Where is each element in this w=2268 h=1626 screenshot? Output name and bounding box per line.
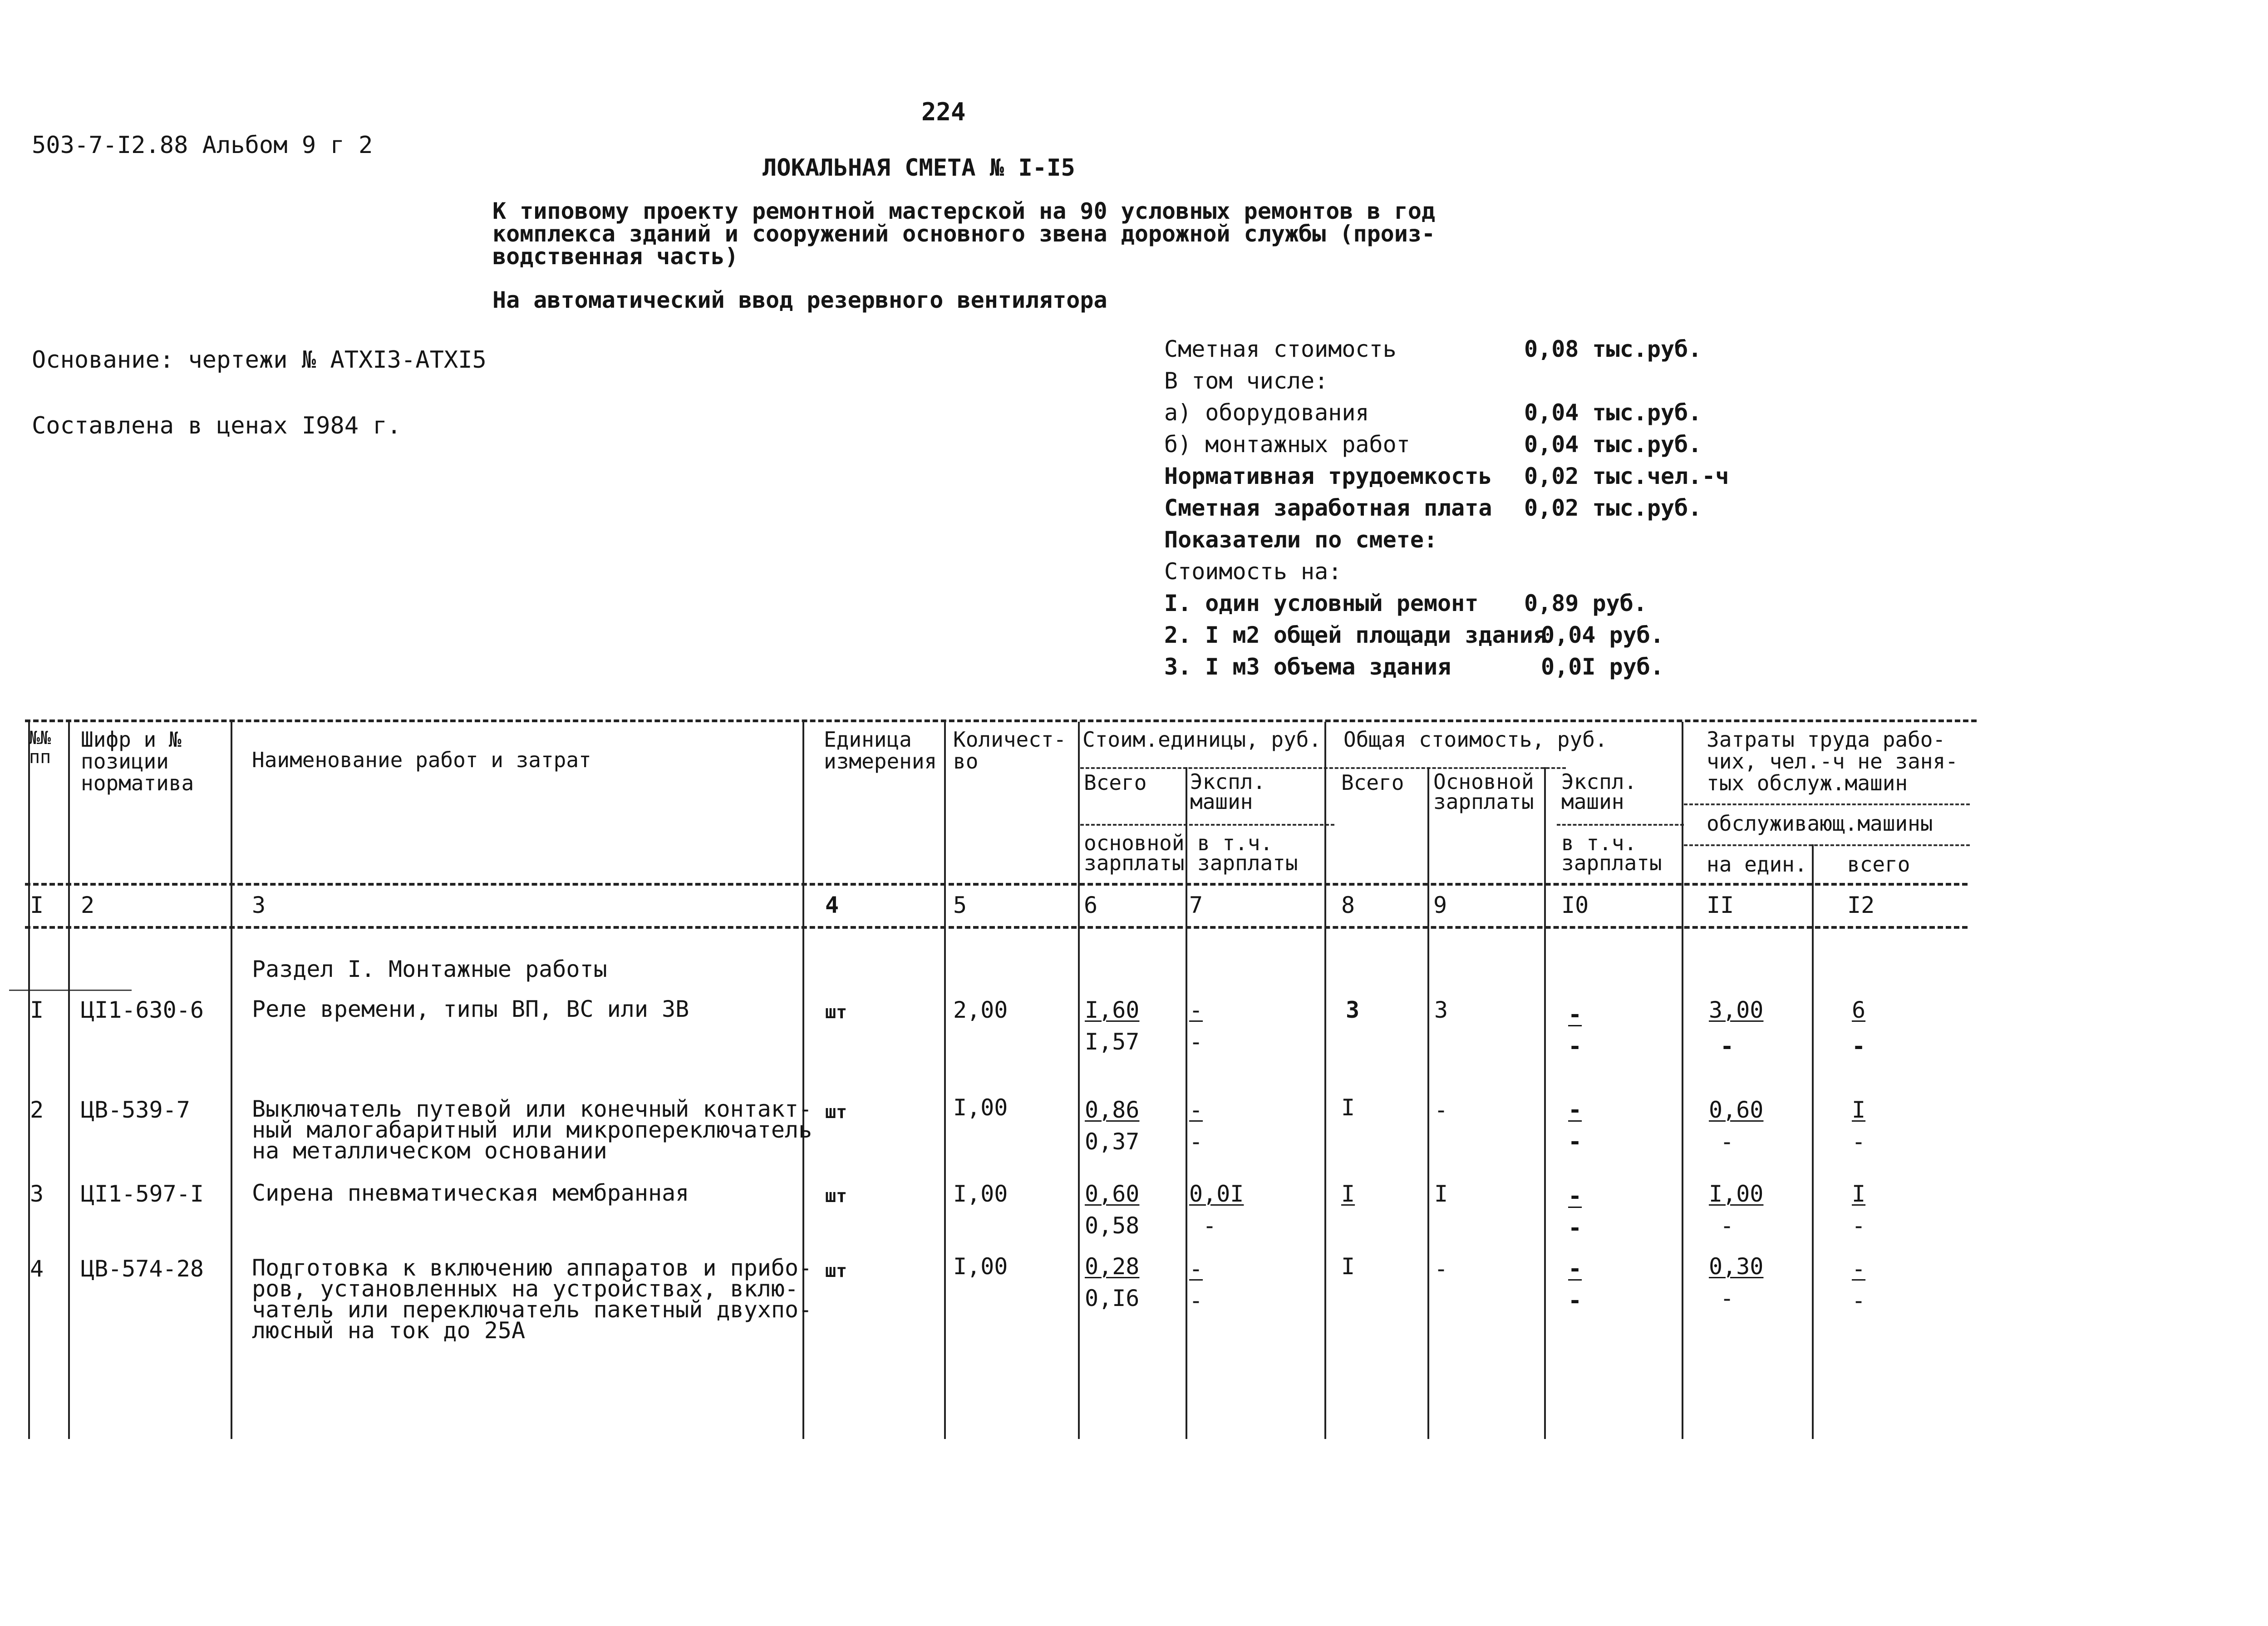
column-number: 7 <box>1189 892 1203 918</box>
row-labor-total-machine: - <box>1852 1287 1866 1314</box>
row-total-wage: - <box>1434 1097 1448 1123</box>
header-bottom-rule <box>25 883 1968 886</box>
row-labor-total-machine: - <box>1852 1033 1866 1059</box>
header-row-number: №№ пп <box>29 728 51 768</box>
header-total-cost: Общая стоимость, руб. <box>1343 727 1608 752</box>
row-unit-machine: - <box>1189 1256 1203 1282</box>
page-number: 224 <box>921 98 966 126</box>
column-number: 3 <box>252 892 266 918</box>
row-total-machine: - <box>1568 1097 1582 1123</box>
header-unit: Единица измерения <box>824 727 937 774</box>
row-unit-cost-total: 0,86 <box>1085 1097 1140 1123</box>
document-title: ЛОКАЛЬНАЯ СМЕТА № I-I5 <box>763 154 1075 182</box>
column-divider <box>1324 722 1326 1439</box>
row-unit: шт <box>825 1186 847 1207</box>
row-unit: шт <box>825 1002 847 1023</box>
header-sub-rule <box>1557 824 1684 826</box>
row-code: ЦI1-630-6 <box>81 997 204 1023</box>
summary-value: 0,02 тыс.чел.-ч <box>1524 463 1729 489</box>
row-name: Выключатель путевой или конечный контакт- ный малогабаритный или микропереключатель на металлическом основании <box>252 1096 812 1164</box>
row-separator <box>9 990 132 991</box>
header-code: Шифр и № позиции норматива <box>81 727 194 795</box>
row-labor-unit: 0,60 <box>1709 1097 1764 1123</box>
header-col7-bottom: в т.ч. зарплаты <box>1197 831 1298 875</box>
row-labor-unit: 0,30 <box>1709 1253 1764 1280</box>
row-total-wage: I <box>1434 1181 1448 1207</box>
column-number: I2 <box>1847 892 1875 918</box>
summary-value: 0,04 тыс.руб. <box>1524 399 1702 426</box>
header-col11: на един. <box>1707 852 1807 877</box>
prices-text: Составлена в ценах I984 г. <box>32 412 401 439</box>
row-labor-unit: I,00 <box>1709 1181 1764 1207</box>
row-quantity: I,00 <box>953 1181 1008 1207</box>
row-total-cost: I <box>1341 1253 1355 1280</box>
row-quantity: 2,00 <box>953 997 1008 1023</box>
row-name: Сирена пневматическая мембранная <box>252 1180 689 1206</box>
column-divider <box>1812 844 1814 1439</box>
document-subtitle: На автоматический ввод резервного вентилятора <box>492 287 1107 313</box>
header-unit-cost: Стоим.единицы, руб. <box>1082 727 1322 752</box>
column-divider <box>1186 767 1187 1439</box>
header-sub-rule <box>1684 803 1970 805</box>
row-labor-total: I <box>1852 1181 1866 1207</box>
row-quantity: I,00 <box>953 1094 1008 1121</box>
table-top-rule <box>25 719 1977 722</box>
row-name: Реле времени, типы ВП, ВС или ЗВ <box>252 996 689 1022</box>
column-divider <box>68 722 70 1439</box>
row-number: 4 <box>30 1256 44 1282</box>
summary-value: 0,0I руб. <box>1541 654 1664 680</box>
row-labor-unit-machine: - <box>1720 1033 1734 1059</box>
row-number: 2 <box>30 1097 44 1123</box>
column-number: I <box>30 892 44 918</box>
row-unit-cost-wage: I,57 <box>1085 1029 1140 1055</box>
row-unit: шт <box>825 1261 847 1281</box>
row-unit-machine-wage: - <box>1189 1287 1203 1314</box>
header-labor: Затраты труда рабо- чих, чел.-ч не заня- тых обслуж.машин <box>1707 727 1958 795</box>
row-code: ЦВ-574-28 <box>81 1256 204 1282</box>
row-number: I <box>30 997 44 1023</box>
basis-text: Основание: чертежи № АТХI3-АТХI5 <box>32 346 487 374</box>
header-col10-bottom: в т.ч. зарплаты <box>1561 831 1662 875</box>
row-code: ЦВ-539-7 <box>81 1097 190 1123</box>
row-unit-machine: 0,0I <box>1189 1181 1244 1207</box>
row-labor-unit-machine: - <box>1720 1285 1734 1311</box>
row-labor-total-machine: - <box>1852 1128 1866 1155</box>
row-labor-total-machine: - <box>1852 1212 1866 1239</box>
summary-value: 0,02 тыс.руб. <box>1524 495 1702 521</box>
column-number: 4 <box>825 892 839 918</box>
summary-label: Показатели по смете: <box>1164 527 1438 553</box>
row-total-machine-wage: - <box>1568 1128 1582 1155</box>
header-col7-top: Экспл. машин <box>1190 769 1266 814</box>
header-sub-rule <box>1080 767 1566 769</box>
row-number: 3 <box>30 1181 44 1207</box>
row-quantity: I,00 <box>953 1253 1008 1280</box>
row-total-machine: - <box>1568 1256 1582 1282</box>
row-total-machine-wage: - <box>1568 1287 1582 1314</box>
column-number: 5 <box>953 892 967 918</box>
row-unit-machine: - <box>1189 997 1203 1023</box>
row-total-wage: - <box>1434 1256 1448 1282</box>
header-col9: Основной зарплаты <box>1433 769 1534 814</box>
row-labor-total: I <box>1852 1097 1866 1123</box>
row-total-machine: - <box>1568 1001 1582 1028</box>
row-total-machine-wage: - <box>1568 1215 1582 1241</box>
header-sub-rule <box>1684 844 1970 846</box>
row-unit-cost-wage: 0,58 <box>1085 1212 1140 1239</box>
row-unit-cost-total: 0,60 <box>1085 1181 1140 1207</box>
row-code: ЦI1-597-I <box>81 1181 204 1207</box>
column-divider <box>944 722 946 1439</box>
summary-label: Сметная заработная плата <box>1164 495 1492 521</box>
header-name: Наименование работ и затрат <box>252 748 591 772</box>
row-unit-machine: - <box>1189 1097 1203 1123</box>
row-unit: шт <box>825 1102 847 1123</box>
column-divider <box>231 722 232 1439</box>
column-number: 8 <box>1341 892 1355 918</box>
header-quantity: Количест- во <box>953 727 1067 774</box>
summary-label: Стоимость на: <box>1164 558 1342 585</box>
column-divider <box>1544 767 1546 1439</box>
row-labor-unit-machine: - <box>1720 1128 1734 1155</box>
column-number: 9 <box>1433 892 1447 918</box>
summary-value: 0,89 руб. <box>1524 590 1647 616</box>
row-unit-cost-total: I,60 <box>1085 997 1140 1023</box>
summary-label: I. один условный ремонт <box>1164 590 1479 616</box>
column-divider <box>1427 767 1429 1439</box>
column-number: 6 <box>1084 892 1098 918</box>
row-unit-cost-wage: 0,I6 <box>1085 1285 1140 1311</box>
summary-label: б) монтажных работ <box>1164 431 1410 458</box>
row-labor-unit-machine: - <box>1720 1212 1734 1239</box>
summary-value: 0,08 тыс.руб. <box>1524 336 1702 362</box>
row-unit-machine-wage: - <box>1189 1029 1203 1055</box>
summary-label: Сметная стоимость <box>1164 336 1397 362</box>
summary-label: 3. I м3 объема здания <box>1164 654 1451 680</box>
column-number: I0 <box>1561 892 1589 918</box>
column-number: II <box>1707 892 1734 918</box>
project-description: К типовому проекту ремонтной мастерской на 90 условных ремонтов в год комплекса зданий и сооружений основного звена дорожной службы (произ- водственная часть) <box>492 198 1436 270</box>
header-labor-sub: обслуживающ.машины <box>1707 811 1933 836</box>
section-heading: Раздел I. Монтажные работы <box>252 956 607 982</box>
header-col8: Всего <box>1341 770 1404 795</box>
row-total-machine: - <box>1568 1183 1582 1209</box>
column-divider <box>1682 722 1683 1439</box>
header-col10-top: Экспл. машин <box>1561 769 1637 814</box>
column-number: 2 <box>81 892 95 918</box>
row-unit-cost-wage: 0,37 <box>1085 1128 1140 1155</box>
column-divider <box>1078 722 1080 1439</box>
row-name: Подготовка к включению аппаратов и прибо- ров, установленных на устройствах, вклю- чатель или переключатель пакетный двухпо- люсный на ток до 25А <box>252 1255 812 1344</box>
row-unit-machine-wage: - <box>1189 1128 1203 1155</box>
row-labor-total: 6 <box>1852 997 1866 1023</box>
row-total-wage: 3 <box>1434 997 1448 1023</box>
row-unit-machine-wage: - <box>1203 1212 1217 1239</box>
row-total-cost: I <box>1341 1181 1355 1207</box>
summary-label: а) оборудования <box>1164 399 1369 426</box>
row-total-cost: I <box>1341 1094 1355 1121</box>
row-total-cost: 3 <box>1346 997 1360 1023</box>
header-col6-top: Всего <box>1084 770 1147 795</box>
summary-value: 0,04 тыс.руб. <box>1524 431 1702 458</box>
header-col12: всего <box>1847 852 1910 877</box>
summary-label: 2. I м2 общей площади здания <box>1164 622 1547 648</box>
document-code: 503-7-I2.88 Альбом 9 г 2 <box>32 132 373 159</box>
column-divider <box>28 722 30 1439</box>
row-unit-cost-total: 0,28 <box>1085 1253 1140 1280</box>
summary-label: В том числе: <box>1164 368 1328 394</box>
header-col6-bottom: основной зарплаты <box>1084 831 1185 875</box>
summary-value: 0,04 руб. <box>1541 622 1664 648</box>
column-number-rule <box>25 926 1968 929</box>
row-total-machine-wage: - <box>1568 1033 1582 1059</box>
row-labor-unit: 3,00 <box>1709 997 1764 1023</box>
summary-label: Нормативная трудоемкость <box>1164 463 1492 489</box>
row-labor-total: - <box>1852 1256 1866 1282</box>
header-sub-rule <box>1080 824 1334 826</box>
